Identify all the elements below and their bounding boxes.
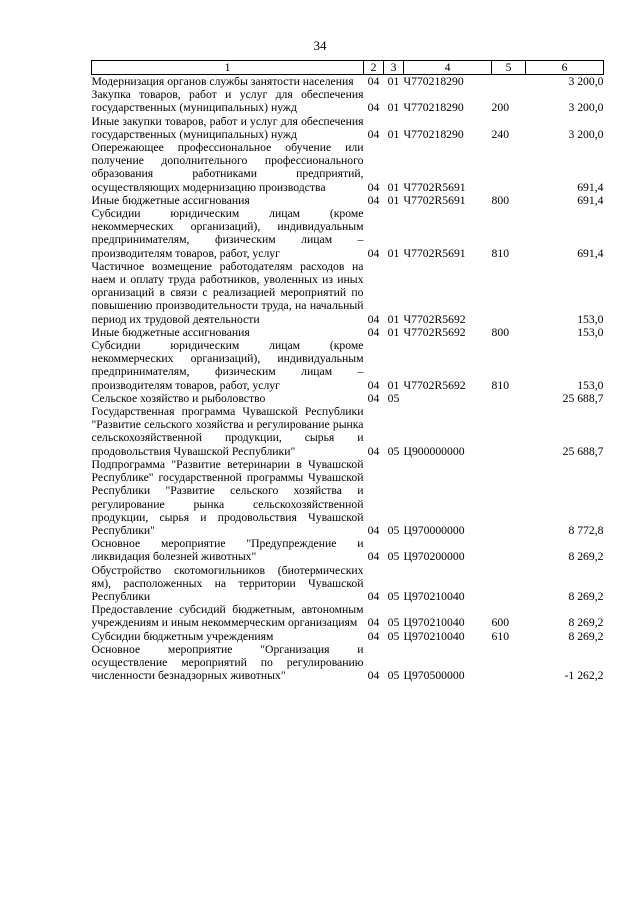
row-subsection: 05	[387, 444, 400, 458]
row-amount: 3 200,0	[568, 127, 604, 141]
header-row	[92, 61, 604, 75]
row-amount: 691,4	[577, 246, 604, 260]
row-target-article: Ч7702R5691	[403, 193, 466, 207]
budget-table	[91, 60, 604, 682]
row-name: Закупка товаров, работ и услуг для обеспечения государственных (муниципальных) нужд	[91, 88, 364, 115]
row-name: Государственная программа Чувашской Республики "Развитие сельского хозяйства и регулирование рынка сельскохозяйственной продукции, сырья и продовольствия Чувашской Республики"	[91, 405, 364, 458]
row-expense-type	[492, 537, 526, 563]
row-section: 04	[367, 127, 380, 141]
row-subsection: 01	[387, 193, 400, 207]
table-row	[92, 115, 604, 141]
row-section: 04	[367, 193, 380, 207]
row-target-article: Ц970210040	[403, 616, 465, 630]
row-section: 04	[367, 180, 380, 194]
row-section: 04	[367, 312, 380, 326]
row-name: Иные бюджетные ассигнования	[91, 325, 250, 339]
header-col-6: 6	[526, 61, 604, 75]
row-target-article: Ч7702R5691	[403, 180, 466, 194]
row-target-article: Ц970500000	[403, 669, 465, 683]
table-row	[92, 260, 604, 326]
row-section: 04	[367, 550, 380, 564]
row-amount: 8 269,2	[568, 616, 604, 630]
row-amount: 153,0	[577, 378, 604, 392]
row-target-article: Ч770218290	[403, 127, 464, 141]
table-body	[92, 75, 604, 683]
row-expense-type: 610	[491, 629, 510, 643]
table-row	[92, 194, 604, 207]
row-name: Модернизация органов службы занятости населения	[91, 75, 354, 88]
row-subsection: 05	[387, 629, 400, 643]
row-amount: 8 772,8	[568, 523, 604, 537]
row-amount: 3 200,0	[568, 101, 604, 115]
row-expense-type: 810	[491, 246, 510, 260]
table-row	[92, 141, 604, 194]
row-name: Опережающее профессиональное обучение или получение дополнительного профессионального образования работниками предприятий, осуществляющих модернизацию производства	[91, 141, 364, 194]
table-row	[92, 643, 604, 683]
row-section: 04	[367, 444, 380, 458]
row-name: Основное мероприятие "Предупреждение и ликвидация болезней животных"	[91, 537, 364, 564]
table-row	[92, 75, 604, 89]
row-target-article: Ц970210040	[403, 629, 465, 643]
row-subsection: 01	[387, 127, 400, 141]
header-col-5: 5	[492, 61, 526, 75]
row-section: 04	[367, 75, 380, 88]
row-subsection: 05	[387, 669, 400, 683]
row-expense-type: 200	[491, 101, 510, 115]
row-section: 04	[367, 629, 380, 643]
row-subsection: 01	[387, 246, 400, 260]
table-row	[92, 339, 604, 392]
row-subsection: 05	[387, 589, 400, 603]
row-amount: 153,0	[577, 325, 604, 339]
row-expense-type	[492, 458, 526, 537]
row-expense-type: 240	[491, 127, 510, 141]
table-row	[92, 537, 604, 563]
page-number: 34	[313, 38, 327, 53]
row-expense-type	[492, 643, 526, 683]
row-target-article: Ч7702R5692	[403, 312, 466, 326]
table-row	[92, 458, 604, 537]
row-section: 04	[367, 589, 380, 603]
row-amount: 8 269,2	[568, 629, 604, 643]
row-amount: 25 688,7	[562, 444, 604, 458]
row-target-article: Ч7702R5691	[403, 246, 466, 260]
row-amount: 8 269,2	[568, 550, 604, 564]
row-expense-type	[492, 75, 526, 89]
row-name: Обустройство скотомогильников (биотермических ям), расположенных на территории Чувашской Республики	[91, 563, 364, 603]
row-section: 04	[367, 523, 380, 537]
header-col-1: 1	[92, 61, 364, 75]
row-subsection: 01	[387, 75, 400, 88]
row-name: Иные закупки товаров, работ и услуг для обеспечения государственных (муниципальных) нужд	[91, 114, 364, 141]
row-target-article: Ц970210040	[403, 589, 465, 603]
header-col-3: 3	[384, 61, 404, 75]
row-target-article: Ч770218290	[403, 75, 464, 88]
table-row	[92, 405, 604, 458]
table-row	[92, 564, 604, 604]
header-col-4: 4	[404, 61, 492, 75]
row-expense-type: 810	[491, 378, 510, 392]
row-target-article: Ч7702R5692	[403, 325, 466, 339]
table-row	[92, 88, 604, 114]
row-amount: 3 200,0	[568, 75, 604, 88]
header-col-2: 2	[364, 61, 384, 75]
row-subsection: 05	[387, 616, 400, 630]
row-subsection: 01	[387, 101, 400, 115]
row-name: Субсидии юридическим лицам (кроме некоммерческих организаций), индивидуальным предпринимателям, физическим лицам – производителям товаров, работ, услуг	[91, 207, 364, 260]
row-section: 04	[367, 325, 380, 339]
row-section: 04	[367, 391, 380, 405]
row-amount: 691,4	[577, 180, 604, 194]
row-name: Подпрограмма "Развитие ветеринарии в Чувашской Республике" государственной программы Чувашской Республики "Развитие сельского хозяйства и регулирование рынка сельскохозяйственной продукции, сырья и продовольствия Чувашской Республики"	[91, 457, 364, 537]
row-expense-type: 800	[491, 325, 510, 339]
row-name: Сельское хозяйство и рыболовство	[91, 391, 266, 405]
row-subsection: 05	[387, 391, 400, 405]
row-name: Частичное возмещение работодателям расходов на наем и оплату труда работников, уволенных из иных организаций в связи с реализацией мероприятий по повышению производительности труда, на начальный период их трудовой деятельности	[91, 259, 364, 326]
row-subsection: 05	[387, 550, 400, 564]
row-name: Предоставление субсидий бюджетным, автономным учреждениям и иным некоммерческим организациям	[91, 603, 364, 630]
row-name: Субсидии бюджетным учреждениям	[91, 629, 274, 643]
row-section: 04	[367, 101, 380, 115]
table-row	[92, 207, 604, 260]
row-expense-type	[492, 141, 526, 194]
row-expense-type	[492, 405, 526, 458]
row-target-article: Ц900000000	[403, 444, 465, 458]
row-subsection: 05	[387, 523, 400, 537]
table-row	[92, 603, 604, 629]
row-name: Субсидии юридическим лицам (кроме некоммерческих организаций), индивидуальным предпринимателям, физическим лицам – производителям товаров, работ, услуг	[91, 339, 364, 392]
row-expense-type	[492, 564, 526, 604]
row-amount: 153,0	[577, 312, 604, 326]
row-target-article: Ч770218290	[403, 101, 464, 115]
row-subsection: 01	[387, 325, 400, 339]
row-expense-type: 600	[491, 616, 510, 630]
row-section: 04	[367, 669, 380, 683]
row-expense-type	[492, 260, 526, 326]
row-amount: 25 688,7	[562, 391, 604, 405]
row-subsection: 01	[387, 312, 400, 326]
row-amount: 8 269,2	[568, 589, 604, 603]
row-name: Основное мероприятие "Организация и осуществление мероприятий по регулированию численности безнадзорных животных"	[91, 642, 364, 683]
table-row	[92, 326, 604, 339]
row-section: 04	[367, 378, 380, 392]
row-target-article: Ч7702R5692	[403, 378, 466, 392]
row-target-article: Ц970200000	[403, 550, 465, 564]
row-expense-type	[492, 392, 526, 405]
table-row	[92, 392, 604, 405]
row-name: Иные бюджетные ассигнования	[91, 193, 250, 207]
row-subsection: 01	[387, 378, 400, 392]
row-section: 04	[367, 246, 380, 260]
row-amount: 691,4	[577, 193, 604, 207]
row-subsection: 01	[387, 180, 400, 194]
row-target-article	[404, 392, 492, 405]
row-target-article: Ц970000000	[403, 523, 465, 537]
row-expense-type: 800	[491, 193, 510, 207]
row-amount: -1 262,2	[564, 669, 604, 683]
row-section: 04	[367, 616, 380, 630]
table-row	[92, 630, 604, 643]
